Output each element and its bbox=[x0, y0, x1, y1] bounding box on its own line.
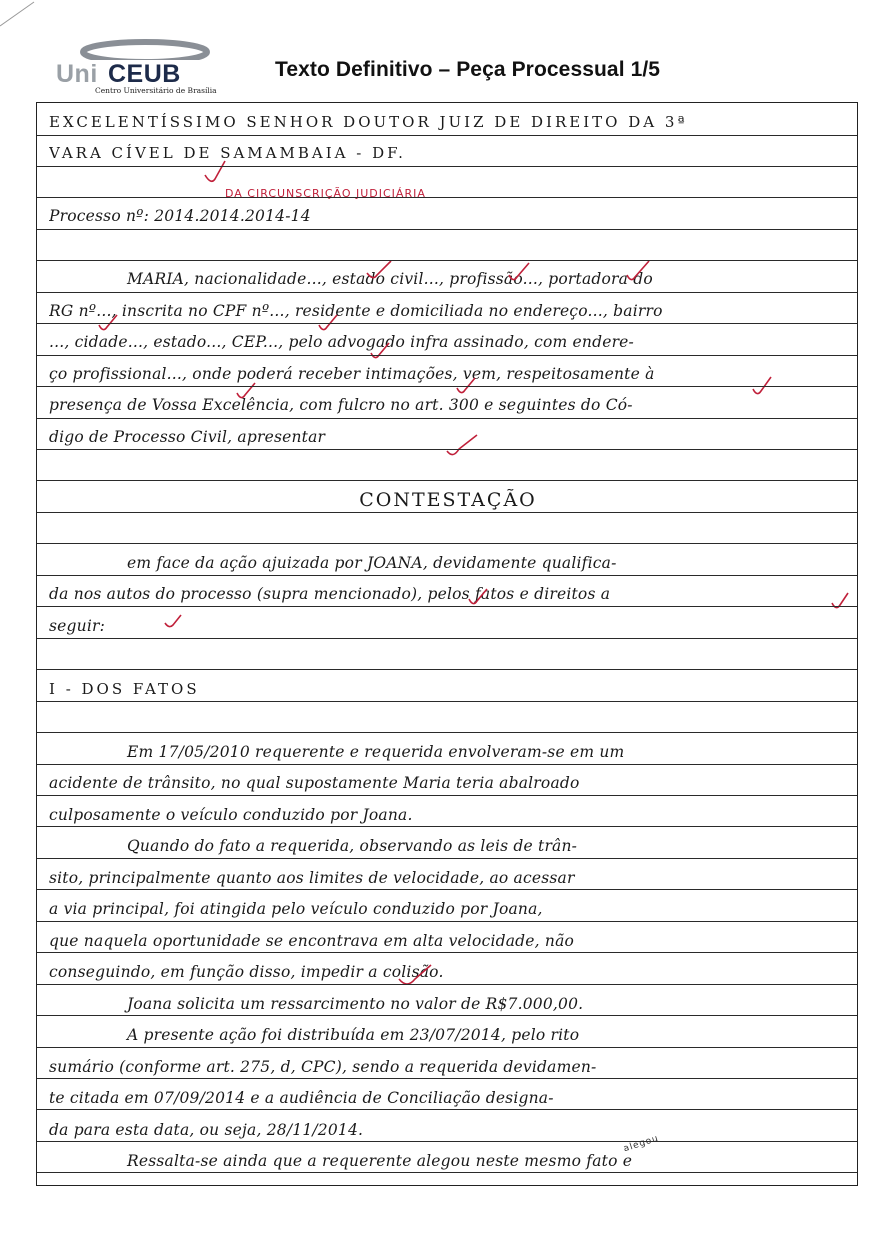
ruled-line bbox=[37, 638, 857, 639]
text-line: te citada em 07/09/2014 e a audiência de Conciliação designa- bbox=[49, 1089, 554, 1107]
ruled-line bbox=[37, 984, 857, 985]
correction-marks bbox=[37, 103, 857, 1185]
text-line: culposamente o veículo conduzido por Joana. bbox=[49, 806, 413, 824]
ruled-line bbox=[37, 921, 857, 922]
text-line: Em 17/05/2010 requerente e requerida envolveram-se em um bbox=[127, 743, 625, 761]
ruled-line bbox=[37, 355, 857, 356]
ruled-line bbox=[37, 606, 857, 607]
text-line: A presente ação foi distribuída em 23/07/2014, pelo rito bbox=[127, 1026, 580, 1044]
ruled-line bbox=[37, 418, 857, 419]
ruled-line bbox=[37, 1047, 857, 1048]
text-line: digo de Processo Civil, apresentar bbox=[49, 428, 326, 446]
ruled-line bbox=[37, 826, 857, 827]
ruled-line bbox=[37, 543, 857, 544]
text-line: acidente de trânsito, no qual supostamente Maria teria abalroado bbox=[49, 774, 580, 792]
ruled-line bbox=[37, 1172, 857, 1173]
text-line: ço profissional..., onde poderá receber intimações, vem, respeitosamente à bbox=[49, 365, 655, 383]
ruled-line bbox=[37, 166, 857, 167]
ruled-line bbox=[37, 701, 857, 702]
ruled-line bbox=[37, 764, 857, 765]
text-line: Ressalta-se ainda que a requerente alegou neste mesmo fato e bbox=[127, 1152, 633, 1170]
ruled-line bbox=[37, 386, 857, 387]
correction-insert: DA CIRCUNSCRIÇÃO JUDICIÁRIA bbox=[225, 187, 426, 200]
logo-subtitle: Centro Universitário de Brasília bbox=[95, 86, 217, 95]
text-line: que naquela oportunidade se encontrava em alta velocidade, não bbox=[49, 932, 575, 950]
text-line: Processo nº: 2014.2014.2014-14 bbox=[49, 207, 311, 225]
text-line: EXCELENTÍSSIMO SENHOR DOUTOR JUIZ DE DIREITO DA 3ª bbox=[49, 113, 688, 131]
text-line: sito, principalmente quanto aos limites de velocidade, ao acessar bbox=[49, 869, 575, 887]
ruled-line bbox=[37, 795, 857, 796]
ruled-line bbox=[37, 1109, 857, 1110]
ruled-line bbox=[37, 669, 857, 670]
text-line: sumário (conforme art. 275, d, CPC), sendo a requerida devidamen- bbox=[49, 1058, 597, 1076]
text-line: conseguindo, em função disso, impedir a colisão. bbox=[49, 963, 444, 981]
ruled-line bbox=[37, 732, 857, 733]
text-line: da para esta data, ou seja, 28/11/2014. bbox=[49, 1121, 364, 1139]
correction-insert: alegou bbox=[622, 1133, 661, 1155]
text-line: Joana solicita um ressarcimento no valor de R$7.000,00. bbox=[127, 995, 584, 1013]
ruled-line bbox=[37, 512, 857, 513]
pencil-mark bbox=[0, 0, 40, 30]
text-line: Quando do fato a requerida, observando as leis de trân- bbox=[127, 837, 578, 855]
ruled-line bbox=[37, 575, 857, 576]
ruled-line bbox=[37, 135, 857, 136]
ruled-line bbox=[37, 1078, 857, 1079]
page-title: Texto Definitivo – Peça Processual 1/5 bbox=[275, 58, 661, 81]
text-line: RG nº..., inscrita no CPF nº..., residente e domiciliada no endereço..., bairro bbox=[49, 302, 663, 320]
text-line: a via principal, foi atingida pelo veículo conduzido por Joana, bbox=[49, 900, 543, 918]
text-line: presença de Vossa Excelência, com fulcro no art. 300 e seguintes do Có- bbox=[49, 396, 633, 414]
text-line: ..., cidade..., estado..., CEP..., pelo advogado infra assinado, com endere- bbox=[49, 333, 634, 351]
section-heading-contestacao: CONTESTAÇÃO bbox=[359, 489, 537, 511]
ruled-line bbox=[37, 480, 857, 481]
text-line: em face da ação ajuizada por JOANA, devidamente qualifica- bbox=[127, 554, 617, 572]
ruled-line bbox=[37, 260, 857, 261]
ruled-line bbox=[37, 292, 857, 293]
ruled-line bbox=[37, 952, 857, 953]
svg-text:Uni: Uni bbox=[56, 60, 98, 88]
section-heading-fatos: I - DOS FATOS bbox=[49, 680, 200, 698]
ruled-line bbox=[37, 197, 857, 198]
ruled-line bbox=[37, 323, 857, 324]
text-line: da nos autos do processo (supra mencionado), pelos fatos e direitos a bbox=[49, 585, 611, 603]
ruled-line bbox=[37, 889, 857, 890]
text-line: seguir: bbox=[49, 617, 106, 635]
ruled-line bbox=[37, 449, 857, 450]
text-line: VARA CÍVEL DE SAMAMBAIA - DF. bbox=[49, 144, 406, 162]
answer-sheet bbox=[36, 102, 858, 1186]
text-line: MARIA, nacionalidade..., estado civil..., profissão..., portadora do bbox=[127, 270, 653, 288]
ruled-line bbox=[37, 229, 857, 230]
svg-text:CEUB: CEUB bbox=[108, 60, 181, 88]
ruled-line bbox=[37, 1141, 857, 1142]
ruled-line bbox=[37, 858, 857, 859]
ruled-line bbox=[37, 1015, 857, 1016]
